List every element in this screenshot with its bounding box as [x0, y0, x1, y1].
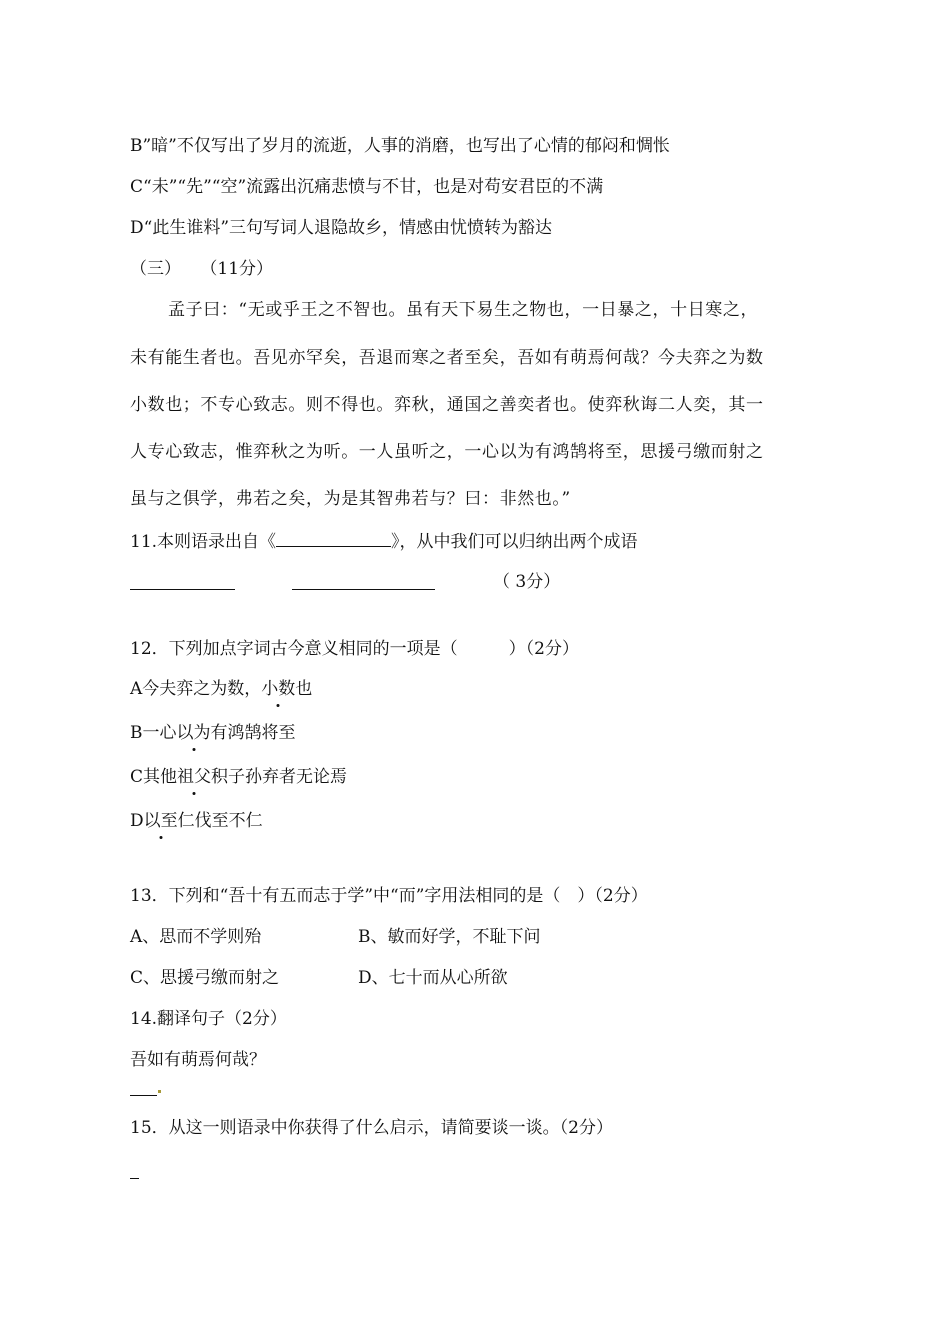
q12b-post: 有鸿鹄将至 [210, 723, 296, 743]
q13-option-a: A、思而不学则殆 [130, 927, 262, 947]
question-15-stem: 15．从这一则语录中你获得了什么启示，请简要谈一谈。（2分） [130, 1118, 613, 1138]
q12b-pre: B一心 [130, 723, 177, 743]
passage-line: 未有能生者也。吾见亦罕矣，吾退而寒之者至矣，吾如有萌焉何哉？今夫弈之为数 [130, 348, 764, 368]
section-points: （11分） [200, 259, 274, 279]
question-12-stem: 12．下列加点字词古今意义相同的一项是（ ）（2分） [130, 639, 579, 659]
q15-answer-blank[interactable] [130, 1178, 139, 1179]
q12c-pre: C其他 [130, 767, 178, 787]
q12-option-b [130, 721, 296, 745]
q12a-pre: A今夫弈之为数， [130, 679, 262, 699]
q12a-post: 也 [295, 679, 313, 699]
q12c-dotted: 祖父 [177, 767, 212, 787]
q12-option-d [130, 809, 263, 833]
q11-idiom-blank-2[interactable] [292, 589, 435, 590]
passage-line: 小数也；不专心致志。则不得也。弈秋，通国之善奕者也。使弈秋诲二人奕，其一 [130, 395, 764, 415]
q11-book-blank[interactable] [276, 528, 391, 547]
passage-line: 虽与之俱学，弗若之矣，为是其智弗若与？曰：非然也。” [130, 489, 571, 509]
q11-idiom-blank-1[interactable] [130, 589, 235, 590]
passage-line: 孟子曰：“无或乎王之不智也。虽有天下易生之物也，一日暴之，十日寒之， [168, 300, 759, 320]
q12d-dotted: 以至 [143, 811, 178, 831]
section-title [130, 257, 273, 281]
passage-line: 人专心致志，惟弈秋之为听。一人虽听之，一心以为有鸿鹄将至，思援弓缴而射之 [130, 442, 764, 462]
q11-points: （ 3分） [493, 572, 561, 592]
q11-prefix: 11.本则语录出自《 [130, 532, 277, 552]
q12d-pre: D [130, 811, 144, 831]
q11-suffix: 》，从中我们可以归纳出两个成语 [391, 532, 638, 552]
q12-option-c [130, 765, 347, 789]
q14-answer-blank[interactable] [130, 1095, 157, 1096]
q13-option-d: D、七十而从心所欲 [358, 968, 508, 988]
option-d: D“此生谁料”三句写词人退隐故乡，情感由忧愤转为豁达 [130, 218, 553, 238]
question-11 [130, 528, 638, 554]
q12c-post: 积子孙弃者无论焉 [211, 767, 348, 787]
q14-sentence: 吾如有萌焉何哉？ [130, 1050, 266, 1070]
q13-option-b: B、敏而好学，不耻下问 [358, 927, 541, 947]
q12d-post: 仁伐至不仁 [177, 811, 263, 831]
question-14-stem: 14.翻译句子（2分） [130, 1009, 287, 1029]
option-c: C“未”“先”“空”流露出沉痛悲愤与不甘，也是对苟安君臣的不满 [130, 177, 604, 197]
q12b-dotted: 以为 [176, 723, 211, 743]
option-b: B”暗”不仅写出了岁月的流逝，人事的消磨，也写出了心情的郁闷和惆怅 [130, 136, 670, 156]
q12a-dotted: 小数 [261, 679, 296, 699]
q12-option-a [130, 677, 312, 701]
question-13-stem: 13．下列和“吾十有五而志于学”中“而”字用法相同的是（ ）（2分） [130, 886, 648, 906]
q14-marker-icon [158, 1090, 161, 1093]
q13-option-c: C、思援弓缴而射之 [130, 968, 280, 988]
section-number: （三） [130, 259, 181, 279]
